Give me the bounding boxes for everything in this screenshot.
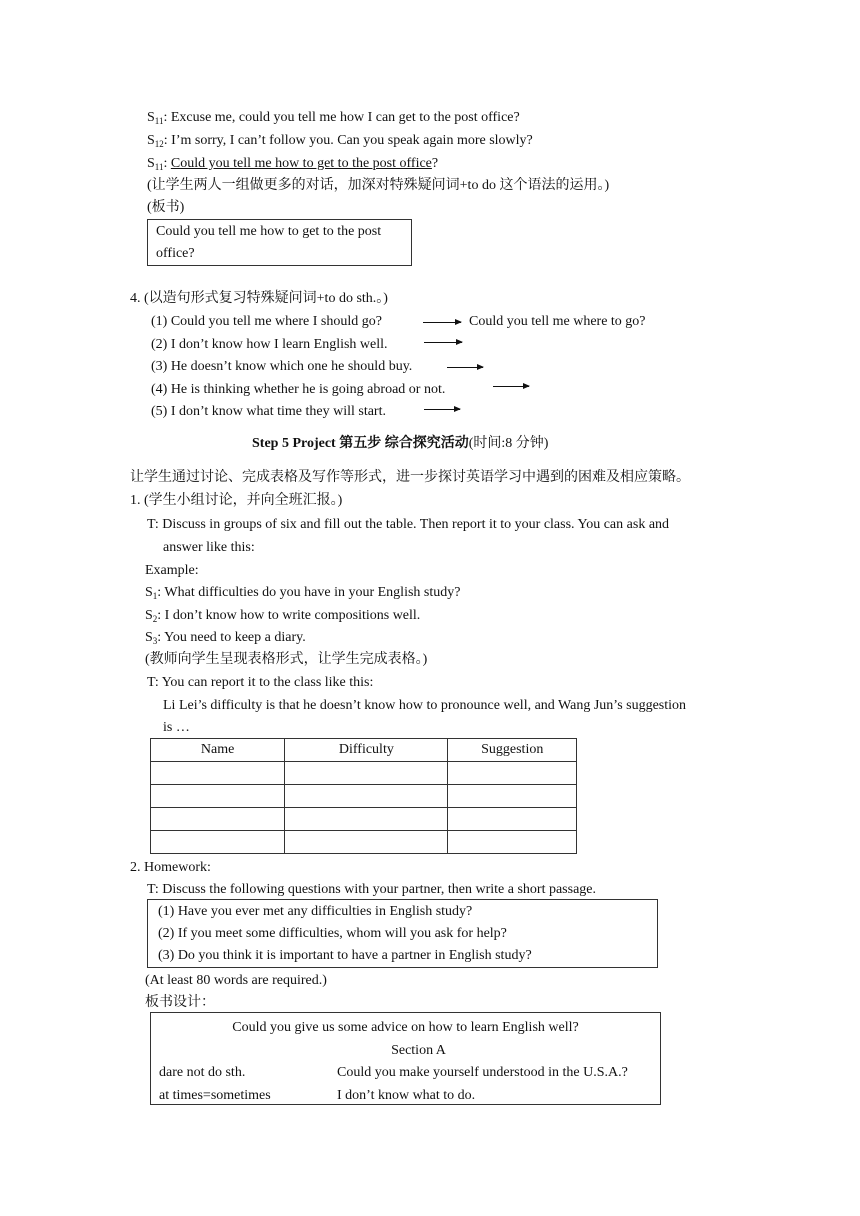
table-cell[interactable] — [448, 762, 577, 785]
table-cell[interactable] — [448, 831, 577, 854]
example-line-3: $S_3$: You need to keep a diary. — [145, 630, 306, 646]
table-row — [151, 785, 577, 808]
table-cell[interactable] — [151, 762, 285, 785]
arrow-4-icon — [493, 386, 529, 387]
example-line-2: $S_2$: I don’t know how to write compositions well. — [145, 608, 421, 624]
sentence-2: (2) I don’t know how I learn English well. — [151, 337, 388, 352]
table-cell[interactable] — [448, 808, 577, 831]
difficulty-table — [150, 738, 577, 854]
underlined-answer: Could you tell me how to get to the post office — [170, 156, 432, 171]
board-box-line-2: office? — [156, 246, 195, 261]
table-row — [151, 831, 577, 854]
board-design-box — [150, 1012, 661, 1105]
arrow-5-icon — [424, 409, 460, 410]
question-1: (1) Have you ever met any difficulties in English study? — [158, 904, 473, 919]
board-box — [147, 219, 412, 266]
dialog-line-3: $S_{11}$: Could you tell me how to get to the post office? — [147, 156, 439, 172]
arrow-3-icon — [447, 367, 483, 368]
board-design-section: Section A — [391, 1043, 446, 1058]
question-2: (2) If you meet some difficulties, whom will you ask for help? — [158, 926, 507, 941]
dialog-line-1: $S_{11}$: Excuse me, could you tell me how I can get to the post office? — [147, 110, 520, 126]
board-design-title: Could you give us some advice on how to learn English well? — [232, 1020, 579, 1035]
table-cell[interactable] — [285, 808, 448, 831]
table-header-row — [151, 739, 577, 762]
question-3: (3) Do you think it is important to have a partner in English study? — [158, 948, 532, 963]
table-row — [151, 762, 577, 785]
sentence-1: (1) Could you tell me where I should go? — [151, 314, 382, 329]
sentence-4: (4) He is thinking whether he is going abroad or not. — [151, 382, 446, 397]
board-box-line-1: Could you tell me how to get to the post — [156, 224, 382, 239]
table-cell[interactable] — [151, 831, 285, 854]
table-cell[interactable] — [285, 831, 448, 854]
dialog-note: (让学生两人一组做更多的对话，加深对特殊疑问词+to do 这个语法的运用。) — [147, 178, 610, 193]
table-cell[interactable] — [151, 808, 285, 831]
homework-heading: 2. Homework: — [130, 860, 211, 875]
arrow-2-icon — [424, 342, 462, 343]
item4-heading: 4. (以造句形式复习特殊疑问词+to do sth.。) — [130, 291, 388, 306]
step5-intro: 让学生通过讨论、完成表格及写作等形式，进一步探讨英语学习中遇到的困难及相应策略。 — [130, 470, 690, 485]
table-cell[interactable] — [285, 762, 448, 785]
teacher-line-2: T: You can report it to the class like this: — [147, 675, 374, 690]
table-row — [151, 808, 577, 831]
board-design-row1-left: dare not do sth. — [159, 1065, 246, 1080]
sentence-5: (5) I don’t know what time they will start. — [151, 404, 386, 419]
homework-teacher-line: T: Discuss the following questions with your partner, then write a short passage. — [147, 882, 596, 897]
sentence-1-answer: Could you tell me where to go? — [469, 314, 646, 329]
header-suggestion: Suggestion — [448, 739, 577, 762]
teacher-line-1a: T: Discuss in groups of six and fill out the table. Then report it to your class. You can ask and — [147, 517, 670, 532]
header-name: Name — [151, 739, 285, 762]
report-line-b: is … — [163, 720, 190, 735]
table-cell[interactable] — [448, 785, 577, 808]
board-design-row1-right: Could you make yourself understood in the U.S.A.? — [337, 1065, 628, 1080]
word-requirement: (At least 80 words are required.) — [145, 973, 327, 988]
board-design-row2-right: I don’t know what to do. — [337, 1088, 476, 1103]
board-design-row2-left: at times=sometimes — [159, 1088, 271, 1103]
part1-heading: 1. (学生小组讨论，并向全班汇报。) — [130, 493, 343, 508]
questions-box — [147, 899, 658, 968]
step5-title: Step 5 Project 第五步 综合探究活动(时间:8 分钟) — [252, 436, 549, 451]
teacher-line-1b: answer like this: — [163, 540, 255, 555]
board-label: (板书) — [147, 200, 185, 215]
table-cell[interactable] — [285, 785, 448, 808]
example-label: Example: — [145, 563, 199, 578]
board-design-label: 板书设计： — [145, 995, 215, 1010]
table-cell[interactable] — [151, 785, 285, 808]
example-line-1: $S_1$: What difficulties do you have in your English study? — [145, 585, 461, 601]
sentence-3: (3) He doesn’t know which one he should buy. — [151, 359, 413, 374]
dialog-line-2: $S_{12}$: I’m sorry, I can’t follow you. Can you speak again more slowly? — [147, 133, 533, 149]
arrow-1-icon — [423, 322, 461, 323]
teacher-note-2: (教师向学生呈现表格形式，让学生完成表格。) — [145, 652, 428, 667]
header-difficulty: Difficulty — [285, 739, 448, 762]
report-line-a: Li Lei’s difficulty is that he doesn’t know how to pronounce well, and Wang Jun’s suggestion — [163, 698, 687, 713]
